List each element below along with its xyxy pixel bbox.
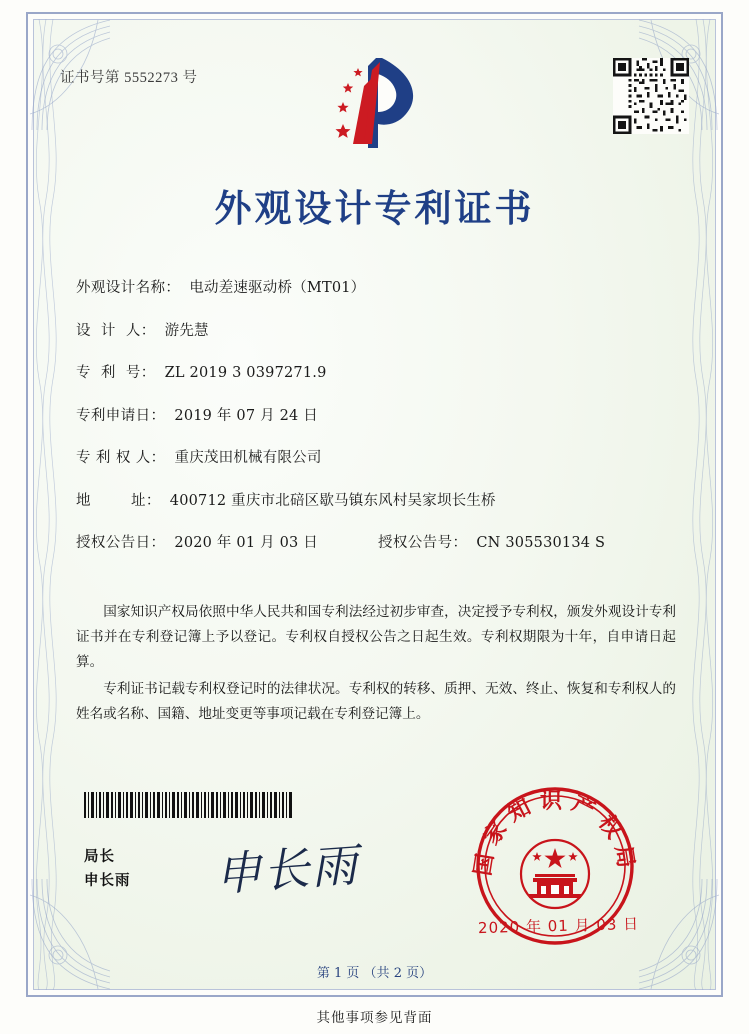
field-label: 专 利 号： <box>76 365 156 381</box>
field-value: ZL 2019 3 0397271.9 <box>164 365 327 381</box>
field-value: 游先慧 <box>164 322 209 339</box>
svg-text:国家知识产权局: 国家知识产权局 <box>471 788 639 878</box>
certificate-number: 证书号第 5552273 号 <box>60 70 198 86</box>
handwritten-signature: 申长雨 <box>213 837 361 902</box>
left-edge-ornament <box>33 19 59 990</box>
field-value-grant-number: CN 305530134 S <box>476 535 606 551</box>
paragraph-2: 专利证书记载专利权登记时的法律状况。专利权的转移、质押、无效、终止、恢复和专利权人的姓名或名称、国籍、地址变更等事项记载在专利登记簿上。 <box>76 681 676 722</box>
signature-name: 申长雨 <box>84 872 131 889</box>
barcode <box>84 792 292 818</box>
field-row-application-date <box>76 404 676 425</box>
signature-role: 局长 <box>84 848 115 865</box>
field-label: 设 计 人： <box>76 322 156 339</box>
cnipa-logo-icon <box>310 52 440 152</box>
field-label: 专 利 权 人： <box>76 450 166 466</box>
field-label: 地 址： <box>76 492 161 509</box>
field-label: 外观设计名称： <box>76 280 181 296</box>
field-value: 400712 重庆市北碚区歇马镇东风村吴家坝长生桥 <box>169 492 496 509</box>
field-value: 电动差速驱动桥（MT01） <box>189 280 366 296</box>
page-title: 外观设计专利证书 <box>214 186 535 230</box>
field-value: 重庆茂田机械有限公司 <box>174 450 322 466</box>
footer-note: 其他事项参见背面 <box>316 1010 433 1026</box>
field-value: 2019 年 07 月 24 日 <box>174 407 318 424</box>
field-label: 专利申请日： <box>76 407 166 424</box>
field-row-designer <box>76 319 676 340</box>
field-value-grant-date: 2020 年 01 月 03 日 <box>174 535 318 551</box>
field-label-grant-number: 授权公告号： <box>377 535 468 551</box>
field-row-grant-announcement <box>76 531 676 552</box>
qr-code-icon <box>613 58 689 134</box>
field-label-grant-date: 授权公告日： <box>76 535 166 551</box>
paragraph-1: 国家知识产权局依照中华人民共和国专利法经过初步审查，决定授予专利权，颁发外观设计专利证书并在专利登记簿上予以登记。专利权自授权公告之日起生效。专利权期限为十年，自申请日起算。 <box>76 604 676 670</box>
field-row-patent-number <box>76 361 676 382</box>
field-row-design-name <box>76 276 676 297</box>
right-edge-ornament <box>690 19 716 990</box>
field-row-address <box>76 489 676 510</box>
body-text <box>76 600 676 729</box>
field-list <box>76 276 676 574</box>
page-number: 第 1 页 （共 2 页） <box>316 966 433 981</box>
field-row-patentee <box>76 446 676 467</box>
seal-date: 2020 年 01 月 03 日 <box>477 914 640 938</box>
signature-block <box>84 845 131 893</box>
